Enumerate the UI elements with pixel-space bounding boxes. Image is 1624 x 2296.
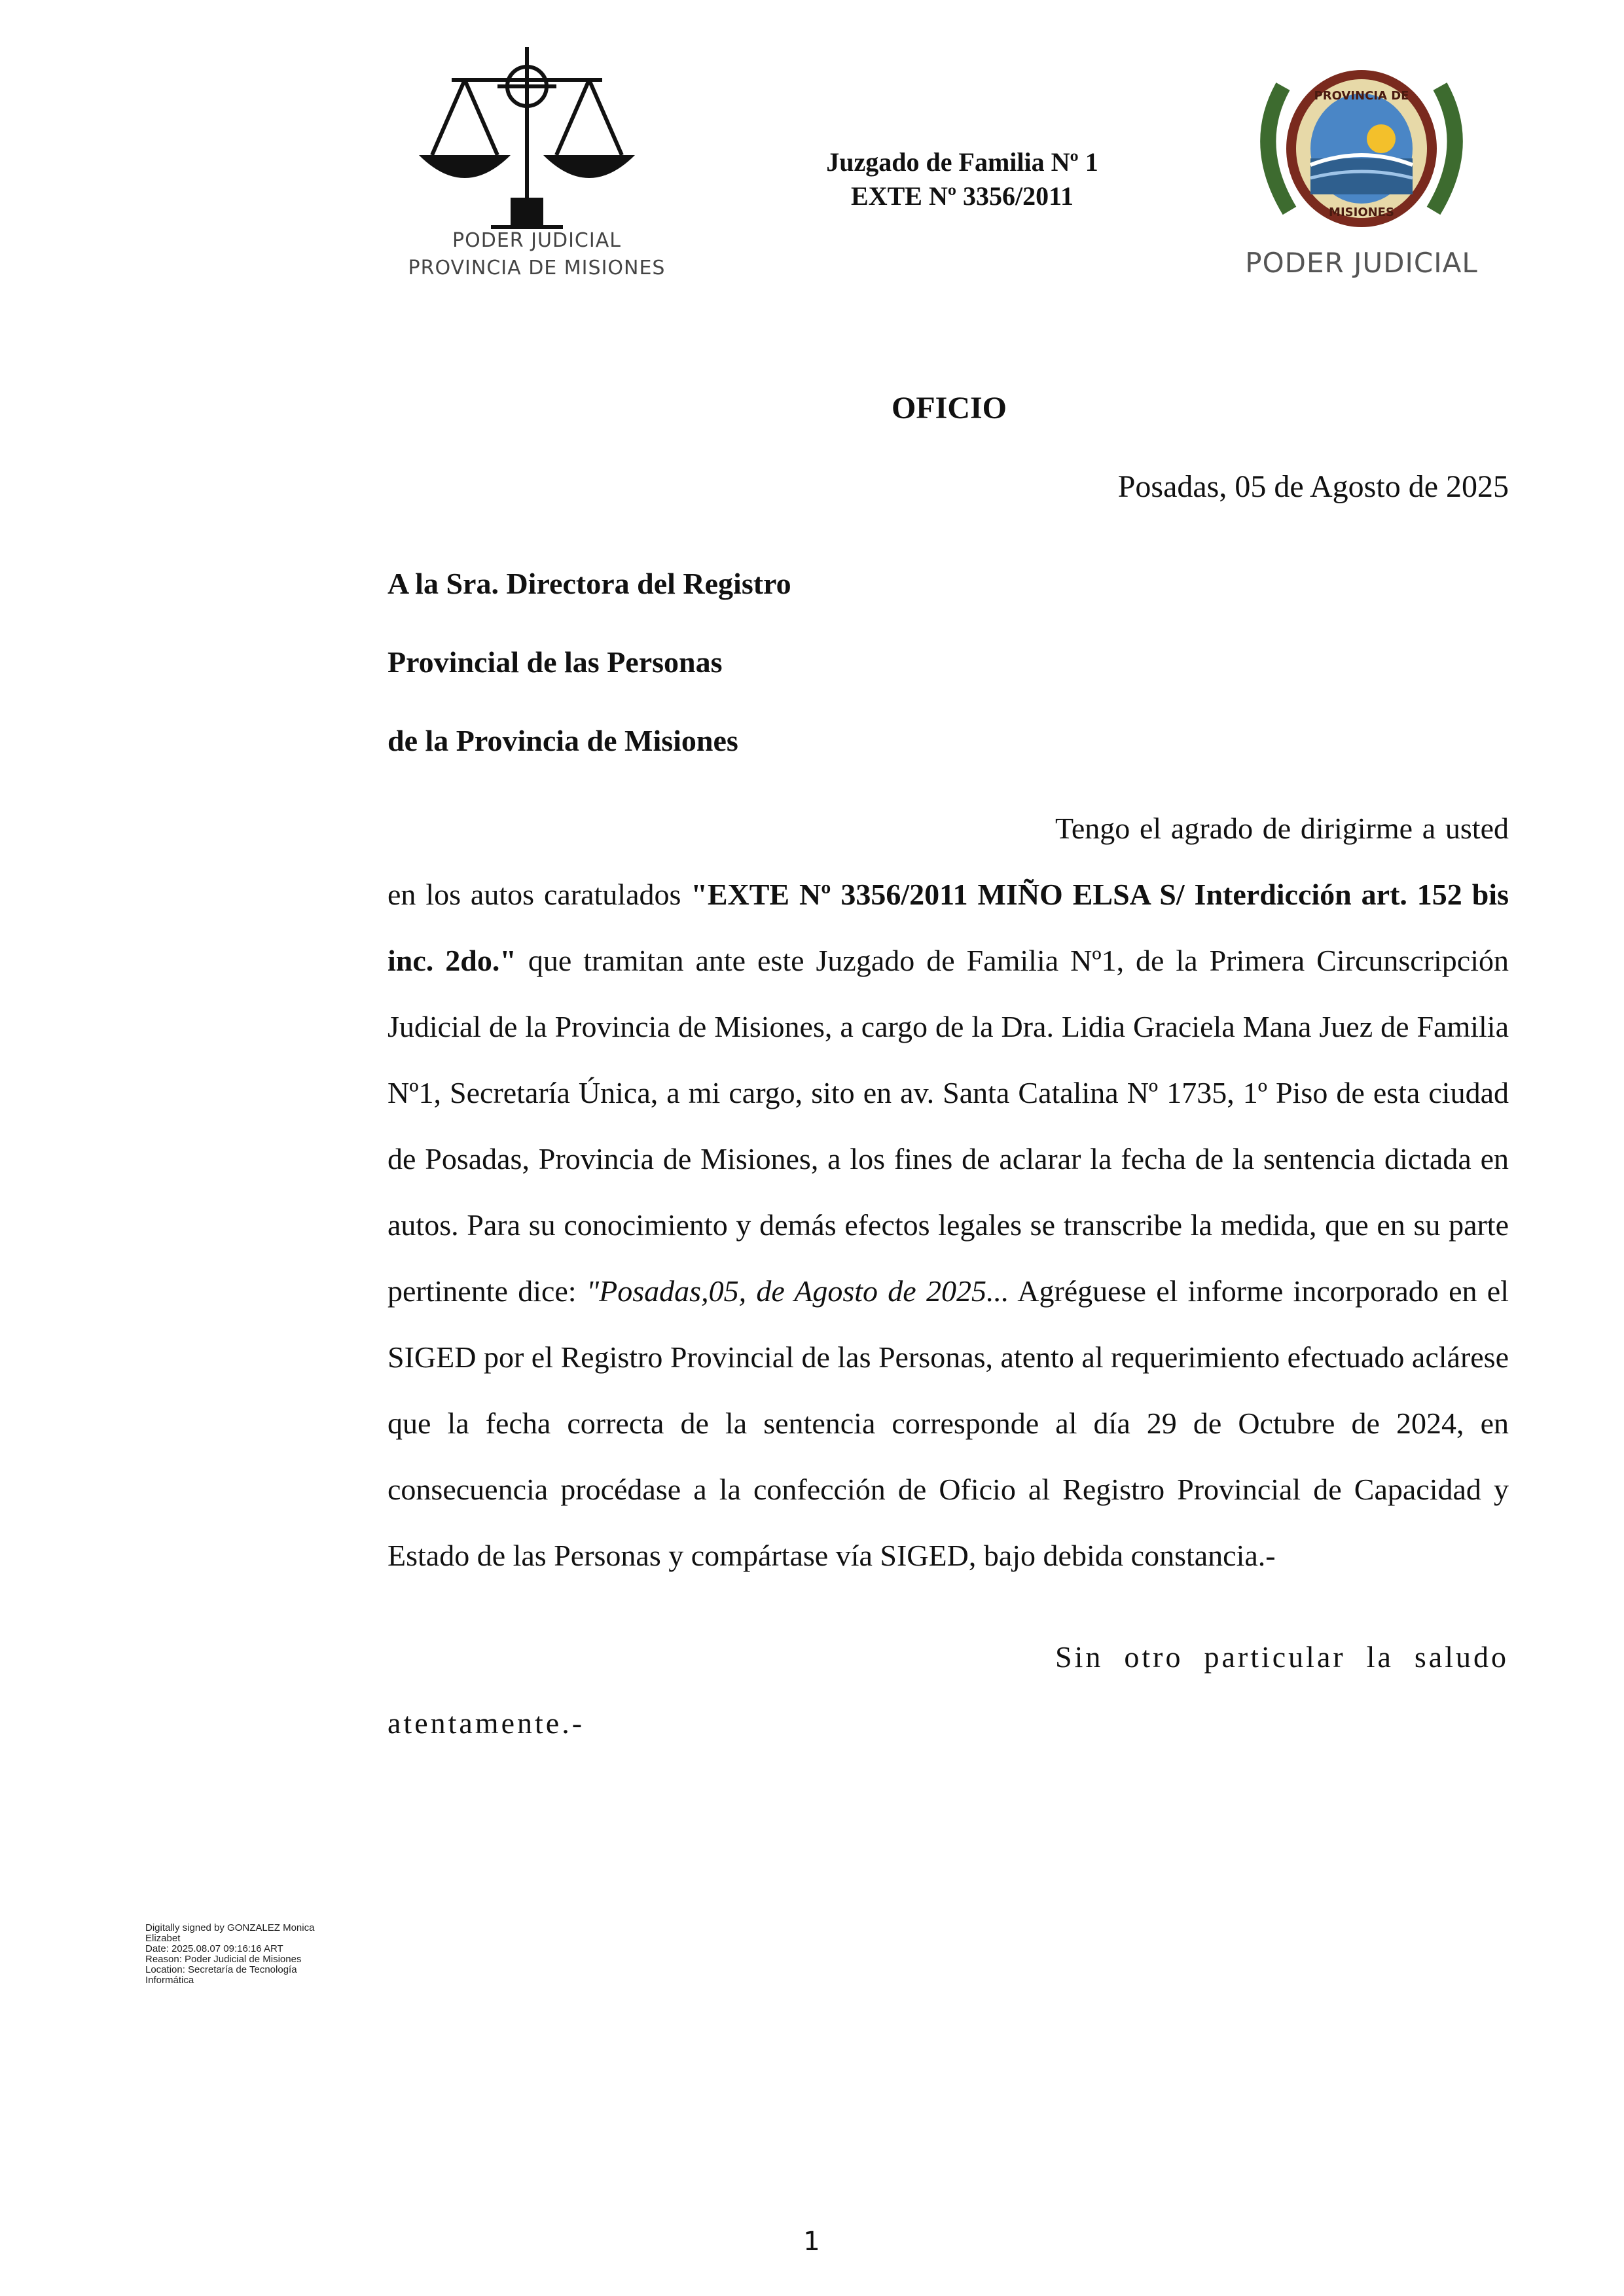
quoted-date: "Posadas,05, de Agosto de 2025... [586,1274,1009,1308]
letter-body [388,795,1509,1756]
signature-line: Elizabet [145,1933,181,1944]
logo-left-line2: PROVINCIA DE MISIONES [408,257,666,279]
addressee-line-1: A la Sra. Directora del Registro [388,567,791,600]
addressee-line-2: Provincial de las Personas [388,645,723,679]
case-number: EXTE Nº 3356/2011 [851,181,1074,211]
document-title: OFICIO [891,391,1007,425]
body-opening: Tengo el agrado de dirigirme a usted en los autos caratulados [388,812,1509,911]
provincial-seal-icon [1231,60,1492,230]
signature-line: Informática [145,1975,194,1986]
body-main: que tramitan ante este Juzgado de Familia Nº1, de la Primera Circunscripción Judicial de la Provincia de Misiones, a cargo de la Dra. Lidia Graciela Mana Juez de Familia Nº1, Secretaría Única, a mi cargo, sito en av. Santa Catalina Nº 1735, 1º Piso de esta ciudad de Posadas, Provincia de Misiones, a los fines de aclarar la fecha de la sentencia dictada en autos. Para su conocimiento y demás efectos legales se transcribe la medida, que en su parte pertinente dice: [388,944,1509,1308]
signature-line: Reason: Poder Judicial de Misiones [145,1954,302,1965]
signature-line: Digitally signed by GONZALEZ Monica [145,1922,315,1933]
addressee-line-3: de la Provincia de Misiones [388,724,738,757]
seal-top-text: PROVINCIA DE [1314,89,1409,103]
signature-line: Location: Secretaría de Tecnología [145,1964,297,1975]
case-title: "EXTE Nº 3356/2011 MIÑO ELSA S/ Interdicción art. 152 bis inc. 2do." [388,878,1509,977]
logo-right-caption: PODER JUDICIAL [1245,247,1478,279]
logo-left-line1: PODER JUDICIAL [452,229,621,252]
date-line: Posadas, 05 de Agosto de 2025 [1117,469,1509,504]
body-paragraph [388,795,1509,1588]
digital-signature [145,1923,368,1986]
quoted-resolution: Agréguese el informe incorporado en el SIGED por el Registro Provincial de las Personas, atento al requerimiento efectuado aclárese que la fecha correcta de la sentencia corresponde al día 29 de Octubre de 2024, en consecuencia procédase a la confección de Oficio al Registro Provincial de Capacidad y Estado de las Personas y compártase vía SIGED, bajo debida constancia.- [388,1274,1509,1572]
closing-paragraph: Sin otro particular la saludo atentamente.- [388,1640,1509,1740]
scales-of-justice-icon [393,41,681,237]
addressee-block [388,545,791,780]
poder-judicial-logo [393,41,681,289]
provincial-seal-logo [1231,60,1492,283]
page-number: 1 [803,2227,820,2257]
seal-bottom-text: MISIONES [1329,206,1394,219]
court-header [785,145,1139,213]
court-name: Juzgado de Familia Nº 1 [826,147,1098,177]
signature-line: Date: 2025.08.07 09:16:16 ART [145,1943,283,1954]
